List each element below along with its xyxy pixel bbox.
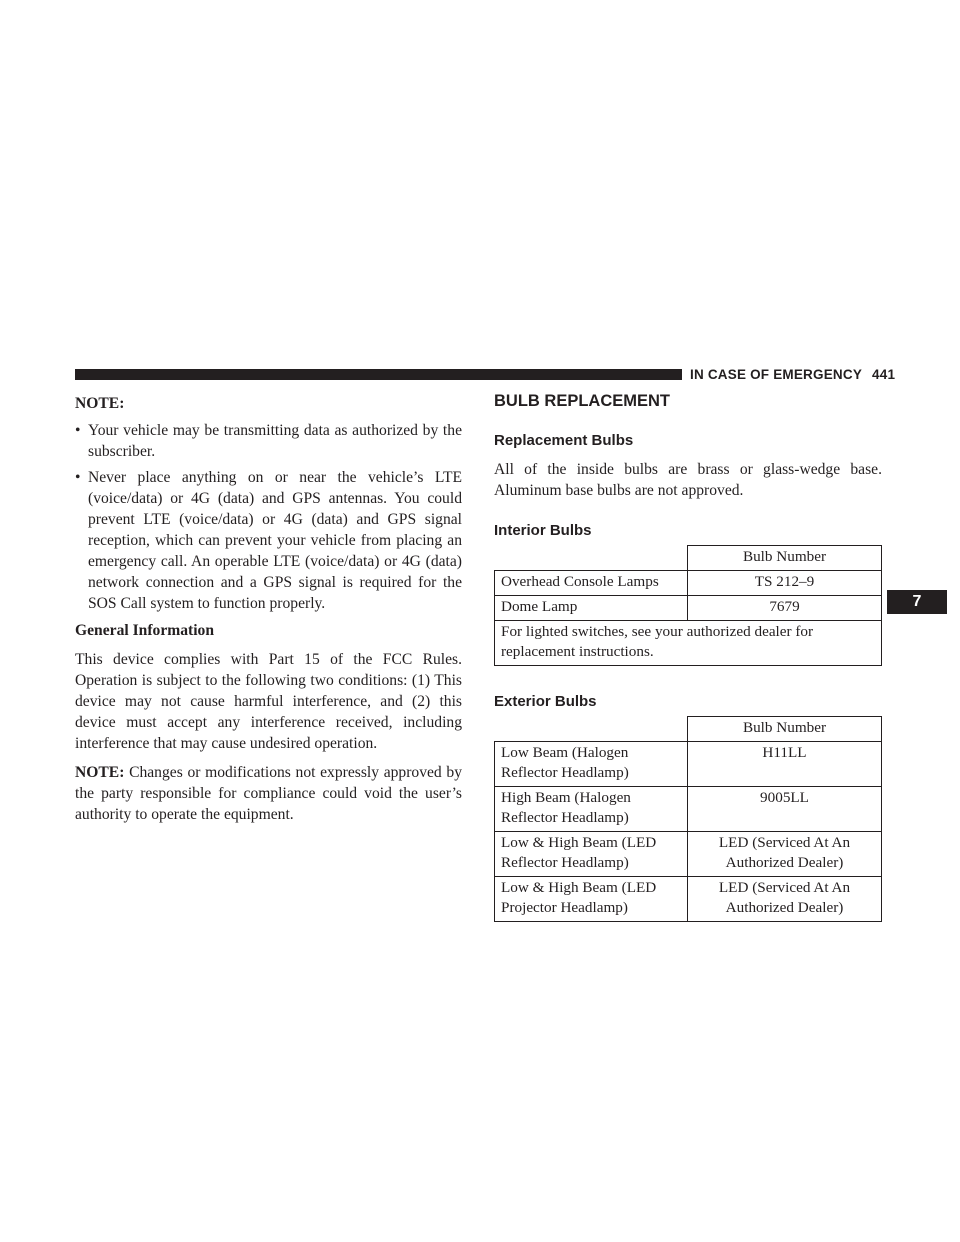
- bulb-number-cell: 7679: [688, 596, 882, 621]
- interior-bulbs-heading: Interior Bulbs: [494, 522, 592, 539]
- bulb-location-cell: Low Beam (Halogen Reflector Headlamp): [495, 742, 688, 787]
- running-header: [690, 367, 895, 382]
- general-info-text: This device complies with Part 15 of the FCC Rules. Operation is subject to the following two conditions: (1) This device may not cause harmful interference, and (2) this device must accept any interference received, including interference that may cause undesired operation.: [75, 651, 462, 752]
- chapter-tab: 7: [887, 590, 947, 614]
- table-row: [495, 877, 882, 922]
- page-number: 441: [872, 367, 896, 382]
- bulb-location-cell: High Beam (Halogen Reflector Headlamp): [495, 787, 688, 832]
- table-row: [495, 742, 882, 787]
- replacement-bulbs-text: All of the inside bulbs are brass or glass-wedge base. Aluminum base bulbs are not approved.: [494, 461, 882, 499]
- bullet-item: [75, 420, 462, 462]
- bullet-item: [75, 467, 462, 614]
- section-title: BULB REPLACEMENT: [494, 392, 670, 410]
- table-header-blank: [495, 546, 688, 571]
- header-section-title: IN CASE OF EMERGENCY: [690, 367, 863, 382]
- note-paragraph: [75, 762, 462, 825]
- note-heading: NOTE:: [75, 395, 125, 412]
- bulb-number-cell: LED (Serviced At An Authorized Dealer): [688, 877, 882, 922]
- right-column: [494, 391, 882, 922]
- bulb-location-cell: Overhead Console Lamps: [495, 571, 688, 596]
- exterior-bulbs-table: [494, 716, 882, 922]
- table-header-row: [495, 546, 882, 571]
- replacement-bulbs-heading: Replacement Bulbs: [494, 432, 634, 449]
- table-header-cell: Bulb Number: [688, 546, 882, 571]
- bullet-icon: •: [75, 422, 81, 439]
- bulb-location-cell: Low & High Beam (LED Projector Headlamp): [495, 877, 688, 922]
- bulb-location-cell: Low & High Beam (LED Reflector Headlamp): [495, 832, 688, 877]
- table-row: [495, 596, 882, 621]
- left-column: [75, 393, 462, 833]
- exterior-bulbs-heading: Exterior Bulbs: [494, 693, 597, 710]
- general-info-heading: General Information: [75, 622, 215, 639]
- table-header-cell: Bulb Number: [688, 717, 882, 742]
- bulb-location-cell: Dome Lamp: [495, 596, 688, 621]
- bulb-number-cell: 9005LL: [688, 787, 882, 832]
- bulb-number-cell: TS 212–9: [688, 571, 882, 596]
- table-header-row: [495, 717, 882, 742]
- note-text: Changes or modifications not expressly approved by the party responsible for compliance could void the user’s authority to operate the equipment.: [75, 764, 462, 823]
- bullet-icon: •: [75, 469, 81, 486]
- table-row: [495, 787, 882, 832]
- interior-bulbs-table: [494, 545, 882, 666]
- header-rule: [75, 369, 682, 380]
- table-header-blank: [495, 717, 688, 742]
- table-row: [495, 571, 882, 596]
- table-row: [495, 621, 882, 666]
- note-label: NOTE:: [75, 764, 125, 781]
- bullet-text: Your vehicle may be transmitting data as authorized by the subscriber.: [88, 422, 462, 460]
- table-row: [495, 832, 882, 877]
- bulb-number-cell: LED (Serviced At An Authorized Dealer): [688, 832, 882, 877]
- table-footnote-cell: For lighted switches, see your authorized dealer for replacement instructions.: [495, 621, 882, 666]
- bulb-number-cell: H11LL: [688, 742, 882, 787]
- bullet-text: Never place anything on or near the vehicle’s LTE (voice/data) or 4G (data) and GPS antennas. You could prevent LTE (voice/data) or 4G (data) and GPS signal reception, which can prevent your vehicle from placing an emergency call. An operable LTE (voice/data) or 4G (data) network connection and a GPS signal is required for the SOS Call system to function properly.: [88, 469, 462, 612]
